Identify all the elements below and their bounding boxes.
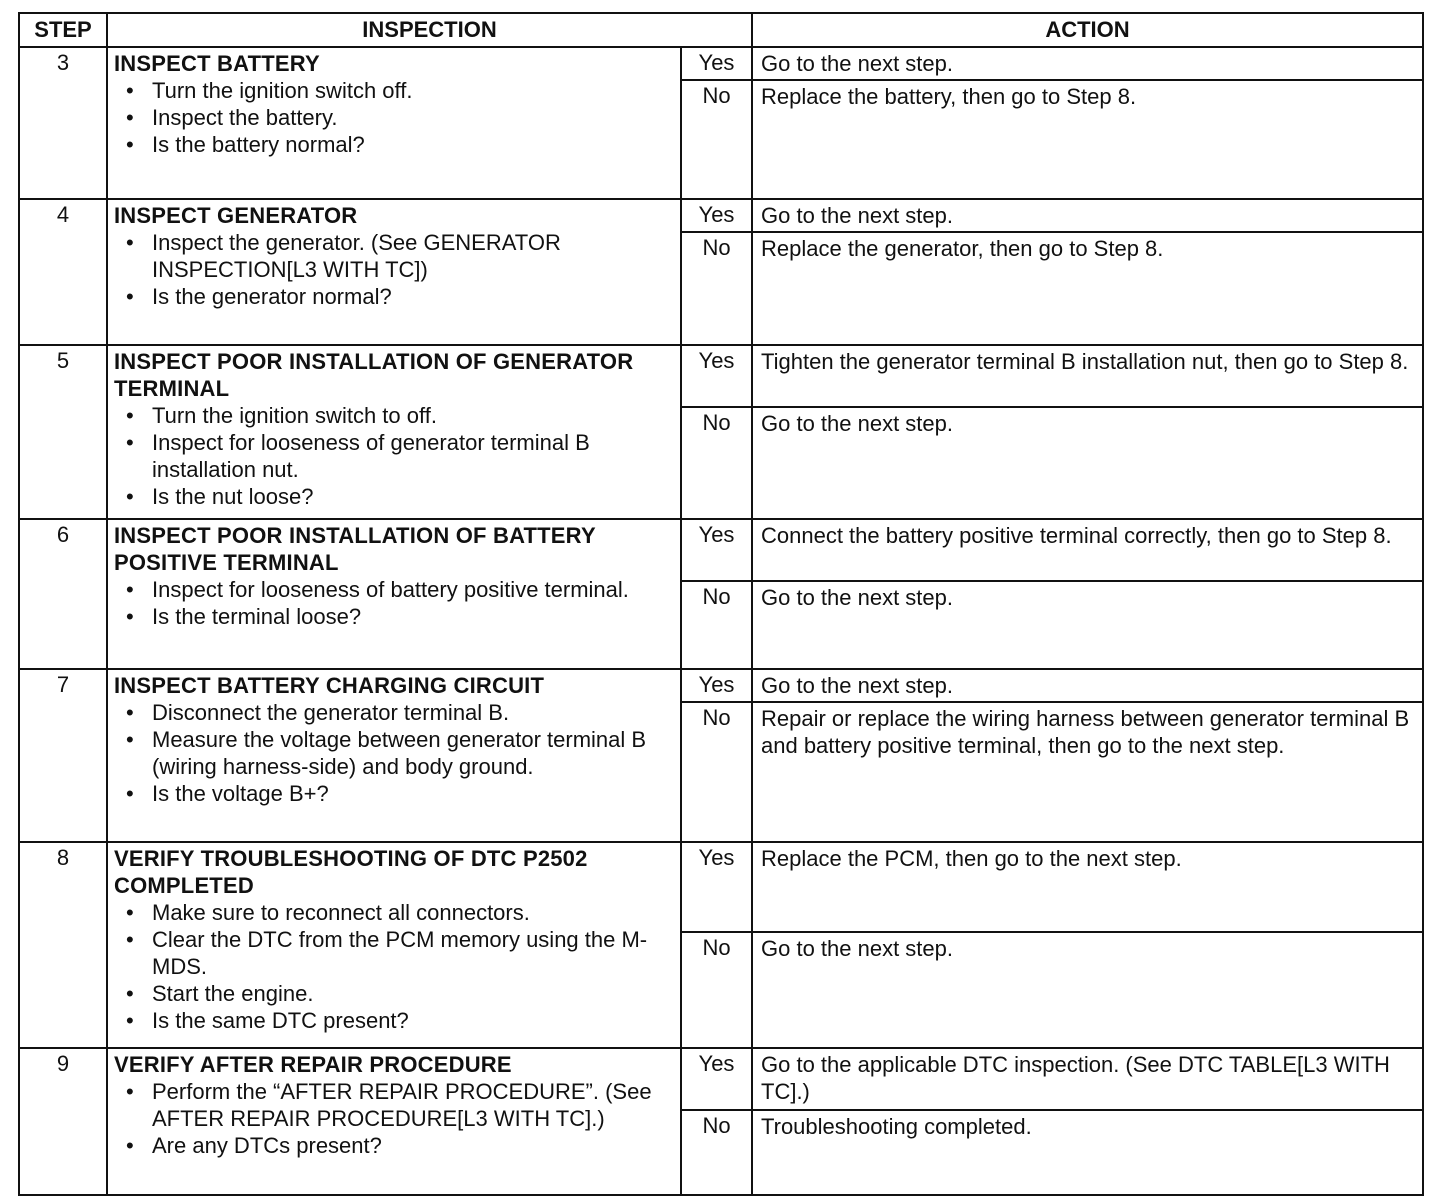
inspection-bullet: • Is the voltage B+?: [152, 780, 674, 807]
table-row: [19, 1048, 1423, 1110]
no-label: No: [681, 80, 752, 199]
inspection-bullet: • Measure the voltage between generator terminal B (wiring harness-side) and body ground.: [152, 726, 674, 780]
inspection-bullet: • Is the same DTC present?: [152, 1007, 674, 1034]
inspection-cell: [107, 1048, 681, 1195]
inspection-bullet: • Start the engine.: [152, 980, 674, 1007]
inspection-title: INSPECT BATTERY: [114, 51, 320, 76]
yes-label: Yes: [681, 199, 752, 232]
inspection-cell: [107, 199, 681, 345]
inspection-cell: [107, 345, 681, 519]
no-label: No: [681, 581, 752, 669]
inspection-bullet: • Make sure to reconnect all connectors.: [152, 899, 674, 926]
yes-action: Go to the next step.: [752, 47, 1423, 80]
inspection-bullet: • Inspect the battery.: [152, 104, 674, 131]
no-action: Replace the battery, then go to Step 8.: [752, 80, 1423, 199]
yes-action: Connect the battery positive terminal correctly, then go to Step 8.: [752, 519, 1423, 581]
yes-label: Yes: [681, 842, 752, 932]
inspection-bullet: • Clear the DTC from the PCM memory using the M-MDS.: [152, 926, 674, 980]
table-row: [19, 199, 1423, 232]
inspection-bullets: [114, 229, 674, 310]
inspection-bullet: • Is the terminal loose?: [152, 603, 674, 630]
step-number: 6: [19, 519, 107, 669]
inspection-bullets: [114, 899, 674, 1034]
header-action: ACTION: [752, 13, 1423, 47]
inspection-bullet: • Are any DTCs present?: [152, 1132, 674, 1159]
no-action: Go to the next step.: [752, 932, 1423, 1048]
inspection-cell: [107, 47, 681, 199]
no-label: No: [681, 1110, 752, 1195]
inspection-title: VERIFY TROUBLESHOOTING OF DTC P2502 COMPLETED: [114, 846, 588, 898]
inspection-cell: [107, 669, 681, 842]
step-number: 3: [19, 47, 107, 199]
inspection-bullet: • Is the generator normal?: [152, 283, 674, 310]
inspection-title: INSPECT GENERATOR: [114, 203, 358, 228]
table-row: [19, 669, 1423, 702]
troubleshooting-table: [18, 12, 1424, 1196]
inspection-bullet: • Is the nut loose?: [152, 483, 674, 510]
inspection-title: INSPECT BATTERY CHARGING CIRCUIT: [114, 673, 545, 698]
inspection-bullets: [114, 699, 674, 807]
no-action: Go to the next step.: [752, 407, 1423, 519]
yes-label: Yes: [681, 669, 752, 702]
no-label: No: [681, 932, 752, 1048]
step-number: 5: [19, 345, 107, 519]
inspection-bullet: • Inspect for looseness of generator terminal B installation nut.: [152, 429, 674, 483]
inspection-bullet: • Disconnect the generator terminal B.: [152, 699, 674, 726]
yes-action: Go to the next step.: [752, 669, 1423, 702]
inspection-bullet: • Is the battery normal?: [152, 131, 674, 158]
yes-action: Replace the PCM, then go to the next step.: [752, 842, 1423, 932]
inspection-cell: [107, 842, 681, 1048]
step-number: 4: [19, 199, 107, 345]
header-inspection: INSPECTION: [107, 13, 752, 47]
table-row: [19, 842, 1423, 932]
inspection-bullet: • Turn the ignition switch off.: [152, 77, 674, 104]
yes-label: Yes: [681, 345, 752, 407]
table-row: [19, 519, 1423, 581]
table-row: [19, 345, 1423, 407]
inspection-bullets: [114, 77, 674, 158]
no-action: Repair or replace the wiring harness between generator terminal B and battery positive terminal, then go to the next step.: [752, 702, 1423, 842]
no-action: Troubleshooting completed.: [752, 1110, 1423, 1195]
yes-label: Yes: [681, 47, 752, 80]
no-action: Replace the generator, then go to Step 8.: [752, 232, 1423, 345]
yes-label: Yes: [681, 519, 752, 581]
step-number: 7: [19, 669, 107, 842]
inspection-title: INSPECT POOR INSTALLATION OF GENERATOR TERMINAL: [114, 349, 634, 401]
inspection-bullet: • Perform the “AFTER REPAIR PROCEDURE”. (See AFTER REPAIR PROCEDURE[L3 WITH TC].): [152, 1078, 674, 1132]
inspection-bullets: [114, 1078, 674, 1159]
inspection-title: INSPECT POOR INSTALLATION OF BATTERY POSITIVE TERMINAL: [114, 523, 596, 575]
header-row: [19, 13, 1423, 47]
no-label: No: [681, 232, 752, 345]
step-number: 8: [19, 842, 107, 1048]
yes-label: Yes: [681, 1048, 752, 1110]
table-row: [19, 47, 1423, 80]
yes-action: Go to the applicable DTC inspection. (See DTC TABLE[L3 WITH TC].): [752, 1048, 1423, 1110]
inspection-bullet: • Inspect the generator. (See GENERATOR INSPECTION[L3 WITH TC]): [152, 229, 674, 283]
inspection-bullet: • Inspect for looseness of battery positive terminal.: [152, 576, 674, 603]
no-action: Go to the next step.: [752, 581, 1423, 669]
inspection-title: VERIFY AFTER REPAIR PROCEDURE: [114, 1052, 512, 1077]
step-number: 9: [19, 1048, 107, 1195]
inspection-bullet: • Turn the ignition switch to off.: [152, 402, 674, 429]
yes-action: Go to the next step.: [752, 199, 1423, 232]
inspection-cell: [107, 519, 681, 669]
inspection-bullets: [114, 576, 674, 630]
inspection-bullets: [114, 402, 674, 510]
no-label: No: [681, 407, 752, 519]
no-label: No: [681, 702, 752, 842]
yes-action: Tighten the generator terminal B installation nut, then go to Step 8.: [752, 345, 1423, 407]
header-step: STEP: [19, 13, 107, 47]
